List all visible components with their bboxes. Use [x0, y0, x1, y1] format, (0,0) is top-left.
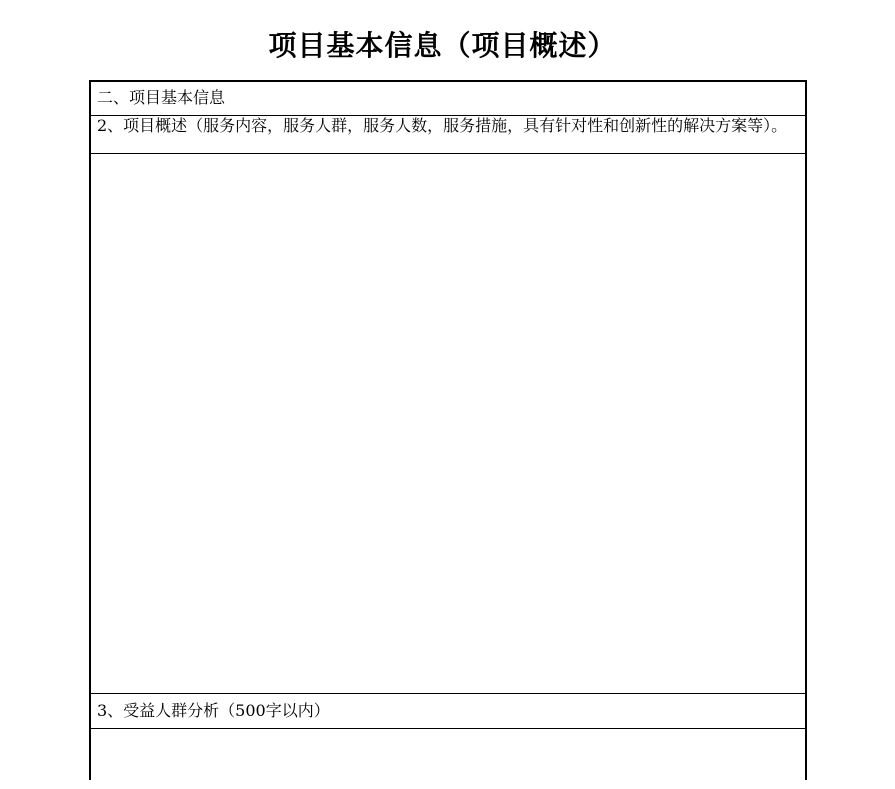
beneficiary-analysis-field[interactable] — [91, 729, 805, 789]
beneficiary-analysis-label-row — [91, 694, 805, 729]
project-overview-field[interactable] — [91, 154, 805, 694]
project-overview-label: 2、项目概述（服务内容，服务人群，服务人数，服务措施，具有针对性和创新性的解决方案等）。 — [97, 116, 788, 135]
project-info-form — [89, 80, 807, 780]
page-title: 项目基本信息（项目概述） — [268, 29, 617, 62]
section-header-row — [91, 82, 805, 116]
section-header-label: 二、项目基本信息 — [97, 88, 226, 107]
project-overview-label-row — [91, 116, 805, 154]
beneficiary-analysis-label: 3、受益人群分析（500字以内） — [97, 701, 330, 720]
